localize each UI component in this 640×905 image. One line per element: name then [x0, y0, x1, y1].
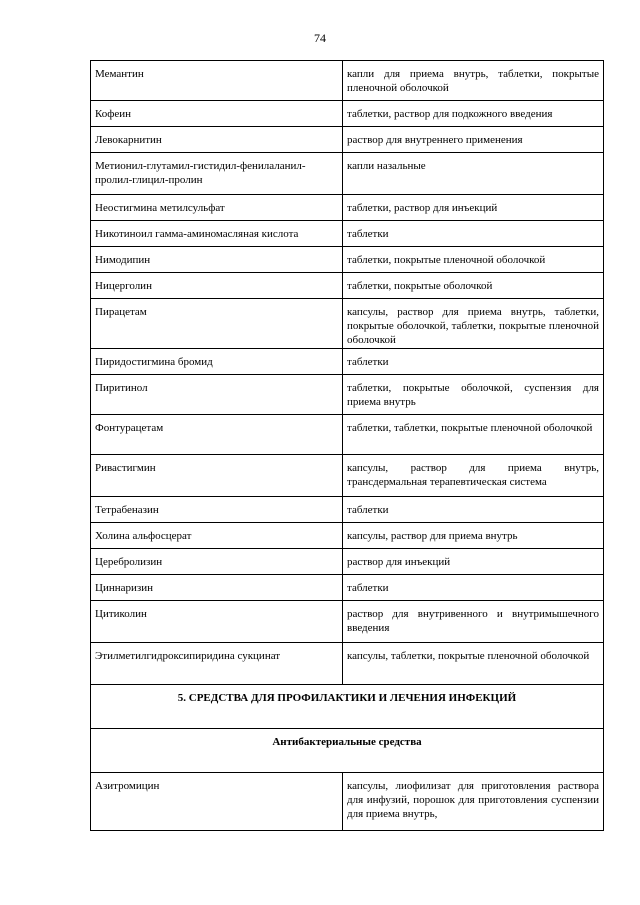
drug-name: Мемантин [91, 61, 343, 101]
page-number: 74 [314, 31, 326, 45]
table-row [91, 549, 604, 575]
table-row [91, 349, 604, 375]
section-heading-row [91, 685, 604, 729]
drug-name: Цитиколин [91, 601, 343, 643]
dosage-form: таблетки, раствор для инъекций [343, 195, 604, 221]
table-row [91, 643, 604, 685]
table-row [91, 773, 604, 831]
table-row [91, 101, 604, 127]
dosage-form: капсулы, раствор для приема внутрь, трансдермальная терапевтическая система [343, 455, 604, 497]
drug-name: Неостигмина метилсульфат [91, 195, 343, 221]
drug-name: Фонтурацетам [91, 415, 343, 455]
table-row [91, 61, 604, 101]
dosage-form: капсулы, лиофилизат для приготовления раствора для инфузий, порошок для приготовления суспензии для приема внутрь, [343, 773, 604, 831]
dosage-form: капсулы, раствор для приема внутрь, таблетки, покрытые оболочкой, таблетки, покрытые пленочной оболочкой [343, 299, 604, 349]
dosage-form: таблетки, покрытые оболочкой, суспензия для приема внутрь [343, 375, 604, 415]
drug-name: Левокарнитин [91, 127, 343, 153]
table-row [91, 601, 604, 643]
dosage-form: таблетки [343, 349, 604, 375]
subsection-heading-row [91, 729, 604, 773]
table-row [91, 221, 604, 247]
dosage-form: капли для приема внутрь, таблетки, покрытые пленочной оболочкой [343, 61, 604, 101]
dosage-form: капсулы, таблетки, покрытые пленочной оболочкой [343, 643, 604, 685]
dosage-form: таблетки [343, 575, 604, 601]
table-row [91, 127, 604, 153]
drug-name: Тетрабеназин [91, 497, 343, 523]
drug-name: Пиридостигмина бромид [91, 349, 343, 375]
dosage-form: капсулы, раствор для приема внутрь [343, 523, 604, 549]
table-row [91, 299, 604, 349]
table-row [91, 375, 604, 415]
drug-name: Метионил-глутамил-гистидил-фенилаланил-пролил-глицил-пролин [91, 153, 343, 195]
drug-name: Азитромицин [91, 773, 343, 831]
table-row [91, 497, 604, 523]
section-heading: 5. СРЕДСТВА ДЛЯ ПРОФИЛАКТИКИ И ЛЕЧЕНИЯ ИНФЕКЦИЙ [91, 685, 604, 729]
dosage-form: таблетки, раствор для подкожного введения [343, 101, 604, 127]
table-row [91, 273, 604, 299]
table-row [91, 523, 604, 549]
table-row [91, 195, 604, 221]
table-row [91, 575, 604, 601]
drug-name: Ницерголин [91, 273, 343, 299]
drug-table [90, 60, 604, 831]
drug-name: Кофеин [91, 101, 343, 127]
table-row [91, 455, 604, 497]
table-row [91, 153, 604, 195]
dosage-form: раствор для внутривенного и внутримышечного введения [343, 601, 604, 643]
drug-name: Ривастигмин [91, 455, 343, 497]
drug-name: Нимодипин [91, 247, 343, 273]
drug-name: Церебролизин [91, 549, 343, 575]
drug-name: Никотиноил гамма-аминомасляная кислота [91, 221, 343, 247]
drug-name: Этилметилгидроксипиридина сукцинат [91, 643, 343, 685]
drug-name: Циннаризин [91, 575, 343, 601]
dosage-form: капли назальные [343, 153, 604, 195]
drug-name: Холина альфосцерат [91, 523, 343, 549]
drug-name: Пирацетам [91, 299, 343, 349]
dosage-form: таблетки [343, 221, 604, 247]
table-row [91, 415, 604, 455]
dosage-form: таблетки [343, 497, 604, 523]
dosage-form: таблетки, покрытые оболочкой [343, 273, 604, 299]
dosage-form: таблетки, покрытые пленочной оболочкой [343, 247, 604, 273]
dosage-form: раствор для инъекций [343, 549, 604, 575]
dosage-form: раствор для внутреннего применения [343, 127, 604, 153]
drug-name: Пиритинол [91, 375, 343, 415]
dosage-form: таблетки, таблетки, покрытые пленочной оболочкой [343, 415, 604, 455]
subsection-heading: Антибактериальные средства [91, 729, 604, 773]
table-row [91, 247, 604, 273]
